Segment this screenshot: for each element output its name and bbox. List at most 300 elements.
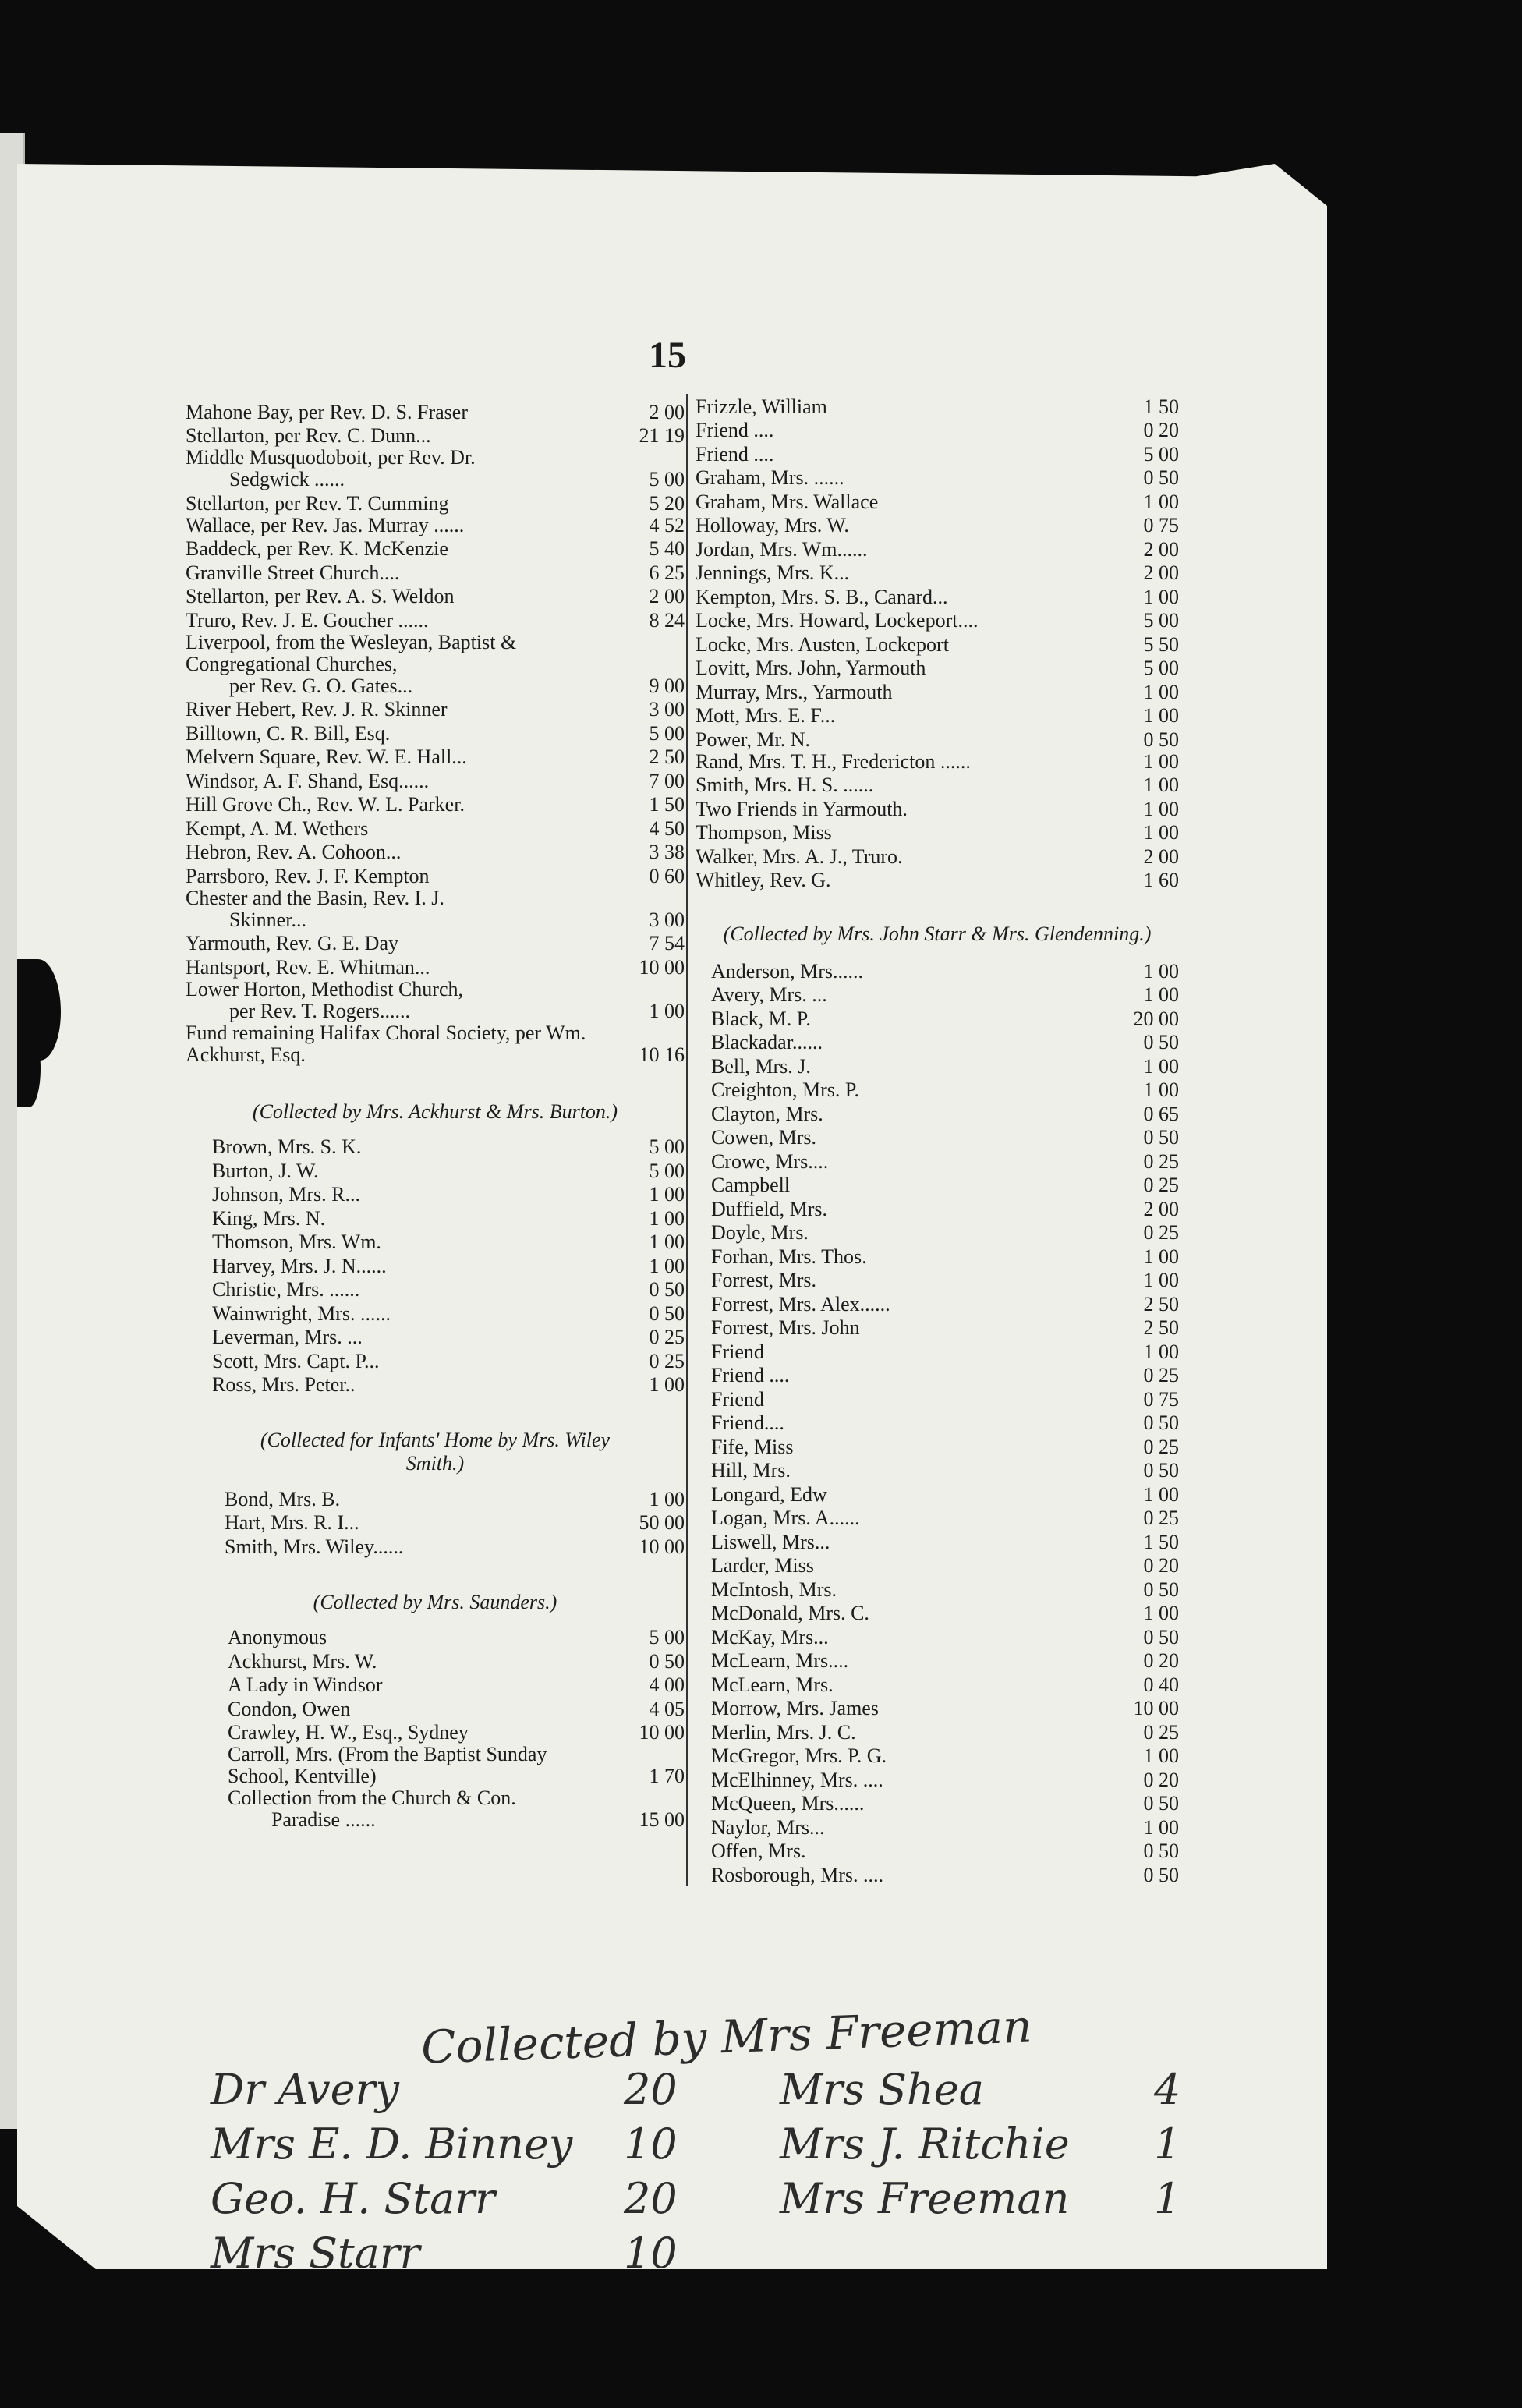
contributor-name: Christie, Mrs. ...... [212, 1279, 360, 1301]
contributor-name: Mahone Bay, per Rev. D. S. Fraser [186, 401, 468, 423]
contributor-name: McIntosh, Mrs. [711, 1578, 837, 1601]
contribution-entry [711, 1101, 1179, 1125]
contribution-amount: 15 00 [639, 1808, 685, 1831]
contribution-amount: 0 20 [1143, 1768, 1179, 1791]
contribution-entry [228, 1648, 685, 1673]
contributor-name: Locke, Mrs. Austen, Lockeport [696, 633, 949, 656]
contributor-name-line2: Skinner... [229, 908, 306, 931]
contributor-name: Larder, Miss [711, 1555, 814, 1577]
contribution-amount: 0 25 [649, 1326, 685, 1348]
contribution-amount: 0 50 [1143, 1459, 1179, 1482]
contribution-entry [711, 1601, 1179, 1625]
contributor-name: Wainwright, Mrs. ...... [212, 1302, 391, 1325]
contribution-entry [186, 490, 685, 515]
contributor-name: Creighton, Mrs. P. [711, 1079, 859, 1101]
contribution-entry [212, 1325, 685, 1349]
contribution-entry [186, 423, 685, 448]
contribution-entry [711, 1482, 1179, 1506]
contribution-entry [212, 1230, 685, 1254]
contribution-entry [711, 1268, 1179, 1292]
contribution-amount: 1 00 [1143, 1744, 1179, 1767]
contribution-amount: 0 25 [1143, 1221, 1179, 1244]
contribution-amount: 0 50 [1143, 1031, 1179, 1054]
handwritten-amount: 10 [624, 2119, 678, 2169]
contribution-amount: 0 20 [1143, 1649, 1179, 1672]
contribution-amount: 0 50 [1143, 1792, 1179, 1815]
contributor-name [186, 979, 610, 1022]
contribution-amount: 1 00 [649, 1254, 685, 1277]
contribution-amount: 0 25 [1143, 1364, 1179, 1386]
contributor-name: Granville Street Church.... [186, 561, 400, 584]
contributor-name: Thompson, Miss [696, 822, 832, 844]
contribution-amount: 2 00 [1143, 561, 1179, 584]
handwritten-title: Collected by Mrs Freeman [420, 1999, 1033, 2074]
contribution-amount: 1 00 [1143, 774, 1179, 796]
contribution-entry [711, 1125, 1179, 1149]
contributor-name: Cowen, Mrs. [711, 1127, 817, 1149]
handwritten-name: Dr Avery [211, 2065, 399, 2114]
contributor-name-line1: Collection from the Church & Con. [228, 1787, 516, 1809]
contribution-entry [186, 447, 685, 490]
contribution-entry [711, 1553, 1179, 1578]
contributor-name: Kempt, A. M. Wethers [186, 817, 369, 840]
contribution-amount: 0 25 [1143, 1149, 1179, 1173]
contribution-amount: 2 00 [1143, 537, 1179, 561]
contributor-name: Doyle, Mrs. [711, 1222, 809, 1244]
contribution-amount: 1 00 [1143, 1245, 1179, 1268]
contribution-amount: 1 00 [1143, 490, 1179, 513]
contribution-amount: 1 70 [649, 1765, 685, 1787]
contributor-name: Fife, Miss [711, 1436, 794, 1458]
contribution-amount: 7 54 [649, 932, 685, 954]
contribution-entry [696, 679, 1179, 703]
contributor-name: Condon, Owen [228, 1698, 351, 1720]
contributor-name: Smith, Mrs. Wiley...... [225, 1535, 404, 1558]
contribution-entry [711, 1862, 1179, 1886]
contribution-entry [711, 1577, 1179, 1601]
contributor-name: Smith, Mrs. H. S. ...... [696, 774, 874, 796]
contribution-amount: 5 00 [649, 1626, 685, 1648]
contribution-amount: 2 00 [649, 585, 685, 607]
contributor-name: Stellarton, per Rev. C. Dunn... [186, 425, 431, 447]
contribution-amount: 1 00 [1143, 1078, 1179, 1101]
contribution-entry [696, 394, 1179, 418]
contribution-entry [696, 608, 1179, 632]
contributor-name: Friend [711, 1340, 764, 1363]
contributor-name: Leverman, Mrs. ... [212, 1326, 363, 1348]
contribution-entry [696, 796, 1179, 820]
contribution-entry [711, 1767, 1179, 1791]
contributor-name-line1: Liverpool, from the Wesleyan, Baptist & Congregational Churches, [186, 631, 517, 675]
contribution-entry [212, 1301, 685, 1325]
contribution-amount: 7 00 [649, 769, 685, 792]
contribution-entry [696, 632, 1179, 656]
contribution-entry [186, 1022, 685, 1066]
saunders-list [186, 1625, 685, 1832]
contribution-amount: 0 50 [1143, 1840, 1179, 1862]
contribution-amount: 5 00 [649, 721, 685, 745]
contributor-name: Stellarton, per Rev. T. Cumming [186, 492, 449, 515]
contribution-entry [711, 1624, 1179, 1648]
contributor-name: Clayton, Mrs. [711, 1103, 823, 1125]
contribution-entry [711, 1411, 1179, 1435]
contribution-amount: 0 25 [1143, 1174, 1179, 1196]
contributor-name: Naylor, Mrs... [711, 1816, 825, 1839]
contribution-entry [696, 441, 1179, 466]
starr-list [696, 958, 1179, 1886]
contributor-name: McElhinney, Mrs. .... [711, 1769, 883, 1791]
contribution-entry [186, 697, 685, 721]
contributor-name: Hantsport, Rev. E. Whitman... [186, 956, 430, 979]
contribution-amount: 2 50 [649, 745, 685, 768]
contributor-name: Ackhurst, Mrs. W. [228, 1650, 377, 1673]
contribution-entry [711, 1078, 1179, 1102]
contribution-amount: 0 25 [649, 1349, 685, 1372]
contribution-amount: 1 00 [1143, 959, 1179, 983]
contribution-entry [711, 1173, 1179, 1197]
contributor-name: Avery, Mrs. ... [711, 984, 827, 1006]
contribution-entry [225, 1486, 685, 1510]
contributor-name: Graham, Mrs. ...... [696, 467, 844, 489]
contribution-amount: 4 50 [649, 816, 685, 840]
contribution-entry [228, 1696, 685, 1720]
contribution-amount: 5 40 [649, 537, 685, 560]
contribution-amount: 10 00 [639, 1535, 685, 1558]
contribution-amount: 1 00 [649, 1183, 685, 1206]
contribution-entry [186, 399, 685, 423]
contributor-name: McQueen, Mrs...... [711, 1793, 865, 1815]
contribution-amount: 3 38 [649, 841, 685, 863]
contribution-entry [711, 1672, 1179, 1696]
page-number: 15 [649, 335, 686, 376]
contribution-entry [696, 727, 1179, 751]
section-heading-ackhurst: (Collected by Mrs. Ackhurst & Mrs. Burton.) [252, 1100, 618, 1123]
contribution-entry [696, 489, 1179, 513]
contributor-name: Forrest, Mrs. John [711, 1317, 860, 1339]
contributor-name: Two Friends in Yarmouth. [696, 798, 908, 820]
handwritten-name: Mrs Freeman [780, 2174, 1070, 2223]
contributor-name: Duffield, Mrs. [711, 1198, 828, 1220]
contributor-name: Scott, Mrs. Capt. P... [212, 1350, 380, 1372]
contribution-entry [711, 1196, 1179, 1220]
contributor-name: Jordan, Mrs. Wm...... [696, 538, 868, 561]
contribution-amount: 10 00 [639, 1721, 685, 1744]
contributor-name: Melvern Square, Rev. W. E. Hall... [186, 746, 467, 768]
contributor-name: Brown, Mrs. S. K. [212, 1136, 362, 1158]
contributor-name: Murray, Mrs., Yarmouth [696, 681, 893, 703]
contribution-entry [696, 844, 1179, 868]
contributor-name-line1: Lower Horton, Methodist Church, [186, 978, 464, 1000]
contribution-amount: 0 50 [1143, 1126, 1179, 1149]
contribution-entry [711, 1506, 1179, 1530]
contribution-amount: 0 50 [1143, 466, 1179, 489]
contribution-amount: 2 00 [1143, 1197, 1179, 1220]
contribution-entry [186, 721, 685, 745]
ackhurst-list [186, 1135, 685, 1397]
contribution-amount: 5 00 [1143, 657, 1179, 679]
contributor-name: Windsor, A. F. Shand, Esq...... [186, 770, 430, 792]
contributor-name: King, Mrs. N. [212, 1207, 326, 1230]
contribution-amount: 3 00 [649, 908, 685, 931]
contribution-entry [186, 560, 685, 584]
contributor-name: Friend .... [696, 420, 774, 441]
contributor-name-line1: Middle Musquodoboit, per Rev. Dr. [186, 447, 476, 469]
contributor-name: Liswell, Mrs... [711, 1531, 830, 1553]
infants-home-list [186, 1486, 685, 1558]
contribution-entry [711, 1244, 1179, 1268]
contribution-amount: 0 50 [1143, 1578, 1179, 1601]
contribution-entry [212, 1277, 685, 1301]
contributor-name: Forhan, Mrs. Thos. [711, 1245, 867, 1268]
contribution-amount: 5 50 [1143, 632, 1179, 656]
contribution-entry [186, 840, 685, 864]
contribution-entry [711, 1434, 1179, 1458]
handwritten-amount: 1 [1154, 2174, 1181, 2223]
contribution-entry [225, 1534, 685, 1558]
handwritten-name: Mrs Shea [780, 2065, 984, 2114]
contributor-name: Locke, Mrs. Howard, Lockeport.... [696, 610, 979, 632]
contribution-amount: 1 50 [1143, 1530, 1179, 1553]
contribution-entry [186, 931, 685, 955]
contribution-entry [711, 1719, 1179, 1744]
contribution-amount: 5 00 [649, 1159, 685, 1182]
contribution-entry [711, 1648, 1179, 1673]
contribution-amount: 2 50 [1143, 1316, 1179, 1339]
contributor-name: Forrest, Mrs. Alex...... [711, 1293, 890, 1316]
contributor-name: Bell, Mrs. J. [711, 1055, 811, 1078]
contribution-entry [186, 863, 685, 887]
contribution-amount: 0 50 [649, 1278, 685, 1301]
contributor-name: Johnson, Mrs. R... [212, 1184, 360, 1206]
contribution-amount: 5 00 [649, 468, 685, 490]
contributor-name: Holloway, Mrs. W. [696, 515, 849, 536]
contributor-name: Truro, Rev. J. E. Goucher ...... [186, 609, 429, 632]
contribution-amount: 0 50 [1143, 1411, 1179, 1434]
contribution-entry [711, 1791, 1179, 1815]
contribution-amount: 2 50 [1143, 1292, 1179, 1316]
contributor-name: McGregor, Mrs. P. G. [711, 1745, 887, 1767]
contribution-amount: 4 00 [649, 1673, 685, 1696]
contribution-amount: 0 50 [649, 1301, 685, 1325]
contributor-name: Friend.... [711, 1412, 784, 1434]
handwritten-name: Mrs Starr [211, 2229, 420, 2278]
contribution-entry [186, 515, 685, 536]
contribution-entry [228, 1744, 685, 1787]
contributor-name [186, 632, 610, 697]
contributor-name: Black, M. P. [711, 1007, 811, 1030]
contribution-entry [225, 1510, 685, 1535]
contribution-entry [228, 1673, 685, 1697]
contribution-entry [186, 792, 685, 816]
right-main-list [696, 394, 1179, 891]
contribution-amount: 1 00 [1143, 585, 1179, 608]
contribution-amount: 0 25 [1143, 1720, 1179, 1744]
contributor-name: McKay, Mrs... [711, 1626, 829, 1648]
contributor-name: A Lady in Windsor [228, 1674, 383, 1696]
contributor-name: Kempton, Mrs. S. B., Canard... [696, 586, 948, 608]
contribution-entry [212, 1135, 685, 1159]
contribution-entry [696, 773, 1179, 797]
contribution-entry [186, 979, 685, 1022]
contributor-name: Hart, Mrs. R. I... [225, 1512, 359, 1534]
contribution-entry [696, 561, 1179, 585]
contribution-amount: 10 00 [639, 955, 685, 979]
contribution-amount: 6 25 [649, 561, 685, 584]
contributor-name: Merlin, Mrs. J. C. [711, 1721, 856, 1744]
contributor-name: River Hebert, Rev. J. R. Skinner [186, 699, 448, 721]
contribution-amount: 5 20 [649, 491, 685, 515]
contribution-amount: 1 00 [1143, 1602, 1179, 1624]
contribution-amount: 0 50 [649, 1649, 685, 1673]
contribution-amount: 5 00 [1143, 609, 1179, 632]
contributor-name: Friend .... [711, 1365, 790, 1386]
contribution-entry [212, 1158, 685, 1182]
contribution-entry [696, 536, 1179, 561]
contribution-entry [212, 1253, 685, 1277]
contributor-name: Anderson, Mrs...... [711, 960, 863, 983]
contributor-name-line2: Paradise ...... [271, 1808, 376, 1831]
contributor-name: Yarmouth, Rev. G. E. Day [186, 933, 398, 954]
contribution-entry [186, 632, 685, 697]
torn-hole [17, 1029, 41, 1107]
contribution-entry [186, 745, 685, 769]
contributor-name: Forrest, Mrs. [711, 1270, 817, 1291]
contributor-name: McLearn, Mrs. [711, 1673, 834, 1696]
contribution-entry [228, 1787, 685, 1831]
contribution-entry [186, 536, 685, 561]
contribution-entry [711, 983, 1179, 1007]
handwritten-amount: 10 [624, 2229, 678, 2278]
handwritten-amount: 4 [1154, 2065, 1181, 2114]
contribution-entry [186, 816, 685, 840]
contributor-name: Crowe, Mrs.... [711, 1150, 829, 1173]
contribution-entry [711, 1291, 1179, 1316]
contributor-name-line2: per Rev. T. Rogers...... [229, 999, 411, 1022]
contribution-amount: 1 00 [1143, 749, 1179, 773]
contribution-amount: 0 50 [1143, 1625, 1179, 1648]
contribution-entry [696, 466, 1179, 490]
right-column [686, 394, 1179, 1886]
contribution-entry [696, 513, 1179, 537]
contribution-entry [212, 1348, 685, 1372]
contribution-entry [711, 1744, 1179, 1768]
section-heading-starr: (Collected by Mrs. John Starr & Mrs. Glendenning.) [723, 922, 1152, 945]
contribution-entry [228, 1720, 685, 1744]
contribution-entry [212, 1372, 685, 1397]
handwritten-amount: 20 [624, 2065, 678, 2114]
contributor-name-line2: per Rev. G. O. Gates... [229, 674, 413, 697]
contributor-name: Anonymous [228, 1627, 327, 1648]
contribution-entry [696, 820, 1179, 845]
contribution-amount: 1 50 [649, 793, 685, 816]
contributor-name: Stellarton, per Rev. A. S. Weldon [186, 586, 455, 607]
contribution-entry [228, 1625, 685, 1649]
contribution-amount: 9 00 [649, 674, 685, 697]
contribution-amount: 0 50 [1143, 728, 1179, 751]
contributor-name: McDonald, Mrs. C. [711, 1602, 869, 1624]
contributor-name: Lovitt, Mrs. John, Yarmouth [696, 657, 926, 679]
contribution-amount: 1 00 [1143, 1054, 1179, 1078]
contributor-name: Longard, Edw [711, 1483, 827, 1506]
contribution-entry [711, 1529, 1179, 1553]
contribution-entry [696, 418, 1179, 442]
contributor-name: Fund remaining Halifax Choral Society, per Wm. Ackhurst, Esq. [186, 1022, 586, 1066]
contribution-entry [696, 703, 1179, 728]
contribution-amount: 0 60 [649, 864, 685, 887]
contribution-amount: 50 00 [639, 1511, 685, 1534]
contributor-name [186, 447, 610, 490]
contribution-amount: 1 00 [1143, 1269, 1179, 1291]
contributor-name: Hill Grove Ch., Rev. W. L. Parker. [186, 794, 465, 816]
contribution-amount: 1 00 [1143, 821, 1179, 844]
contributor-name-line2: Sedgwick ...... [229, 468, 345, 490]
contribution-amount: 4 52 [649, 513, 685, 536]
contribution-amount: 0 25 [1143, 1507, 1179, 1529]
contribution-amount: 1 00 [649, 999, 685, 1022]
contributor-name: Baddeck, per Rev. K. McKenzie [186, 538, 448, 560]
contribution-entry [711, 1220, 1179, 1245]
contributor-name: Graham, Mrs. Wallace [696, 490, 879, 513]
contribution-amount: 3 00 [649, 698, 685, 721]
contributor-name: Mott, Mrs. E. F... [696, 705, 836, 727]
contribution-amount: 1 60 [1143, 869, 1179, 891]
contribution-amount: 0 25 [1143, 1435, 1179, 1458]
handwritten-name: Geo. H. Starr [211, 2174, 495, 2223]
contribution-entry [711, 1006, 1179, 1030]
contributor-name: Rosborough, Mrs. .... [711, 1864, 884, 1886]
contribution-amount: 1 00 [649, 1487, 685, 1510]
section-heading-infants-home: (Collected for Infants' Home by Mrs. Wiley Smith.) [260, 1429, 611, 1475]
contribution-amount: 1 00 [1143, 704, 1179, 727]
contribution-amount: 0 50 [1143, 1863, 1179, 1886]
contribution-amount: 1 00 [649, 1206, 685, 1230]
contribution-entry [696, 584, 1179, 608]
contribution-amount: 20 00 [1133, 1007, 1179, 1030]
contribution-entry [711, 1149, 1179, 1173]
contribution-entry [212, 1206, 685, 1230]
contributor-name: Power, Mr. N. [696, 728, 811, 751]
contribution-entry [711, 958, 1179, 983]
contribution-entry [711, 1363, 1179, 1387]
contributor-name: Carroll, Mrs. (From the Baptist Sunday School, Kentville) [228, 1744, 547, 1787]
handwritten-amount: 20 [624, 2174, 678, 2223]
contributor-name: Friend [711, 1388, 764, 1411]
contribution-entry [711, 1458, 1179, 1482]
contributor-name-line1: Chester and the Basin, Rev. I. J. [186, 887, 444, 909]
contribution-entry [711, 1054, 1179, 1078]
section-heading-saunders: (Collected by Mrs. Saunders.) [313, 1590, 557, 1613]
contributor-name: Bond, Mrs. B. [225, 1488, 341, 1510]
contribution-entry [186, 584, 685, 608]
contribution-amount: 5 00 [1143, 442, 1179, 466]
contributor-name: Frizzle, William [696, 395, 827, 418]
contributor-name: Whitley, Rev. G. [696, 869, 831, 891]
contribution-entry [186, 954, 685, 979]
contribution-amount: 1 00 [649, 1231, 685, 1253]
contribution-entry [711, 1386, 1179, 1411]
contribution-amount: 1 00 [1143, 1482, 1179, 1506]
contributor-name [186, 887, 610, 931]
contributor-name: Jennings, Mrs. K... [696, 562, 850, 584]
contributor-name: Offen, Mrs. [711, 1840, 806, 1862]
contributor-name: McLearn, Mrs.... [711, 1650, 849, 1672]
contribution-entry [186, 887, 685, 931]
handwritten-amount: 1 [1154, 2119, 1181, 2169]
contribution-entry [711, 1839, 1179, 1863]
contributor-name: Ross, Mrs. Peter.. [212, 1374, 356, 1396]
contribution-amount: 2 00 [1143, 845, 1179, 868]
contributor-name [228, 1787, 610, 1831]
